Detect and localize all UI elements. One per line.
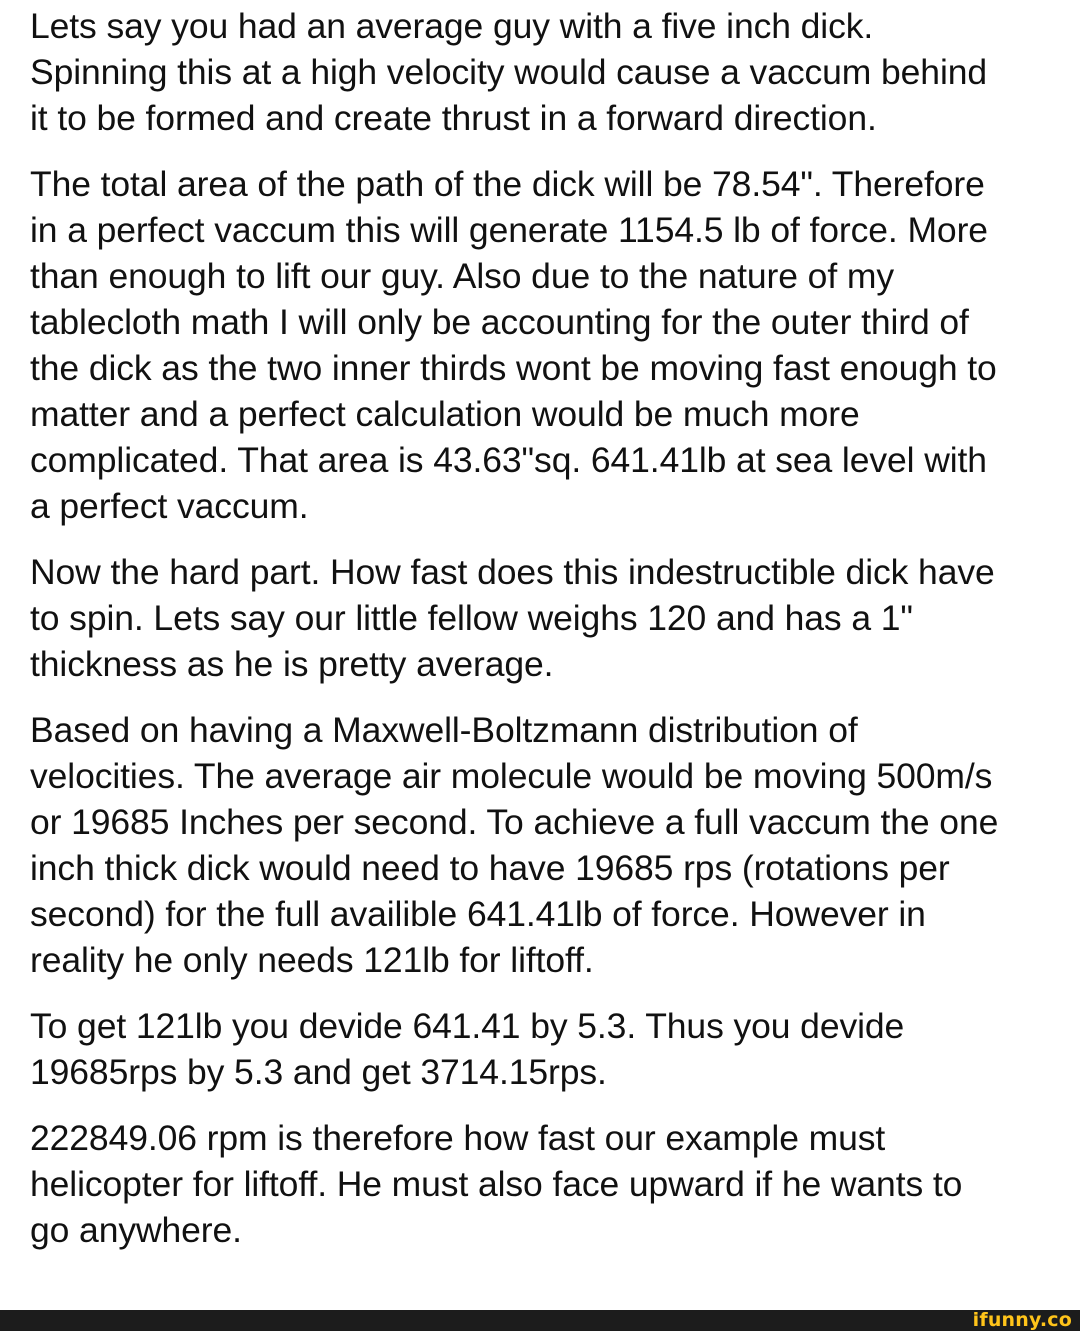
paragraph-velocity: Based on having a Maxwell-Boltzmann distribution of velocities. The average air molecule would be moving 500m/s or 19685 Inches per second. To achieve a full vaccum the one inch thick dick would need to have 19685 rps (rotations per second) for the full availible 641.41lb of force. However in reality he only needs 121lb for liftoff. [30, 710, 999, 980]
paragraph-hard-part: Now the hard part. How fast does this indestructible dick have to spin. Lets say our little fellow weighs 120 and has a 1" thickness as he is pretty average. [30, 552, 995, 684]
paragraph-intro: Lets say you had an average guy with a five inch dick. Spinning this at a high velocity would cause a vaccum behind it to be formed and create thrust in a forward direction. [30, 6, 988, 138]
footer-bar [0, 1310, 1080, 1331]
paragraph-area: The total area of the path of the dick will be 78.54". Therefore in a perfect vaccum this will generate 1154.5 lb of force. More than enough to lift our guy. Also due to the nature of my tablecloth math I will only be accounting for the outer third of the dick as the two inner thirds wont be moving fast enough to matter and a perfect calculation would be much more complicated. That area is 43.63"sq. 641.41lb at sea level with a perfect vaccum. [30, 164, 997, 526]
paragraph-conclusion: 222849.06 rpm is therefore how fast our example must helicopter for liftoff. He must also face upward if he wants to go anywhere. [30, 1118, 963, 1250]
ifunny-watermark: ifunny.co [972, 1309, 1072, 1331]
paragraph-division: To get 121lb you devide 641.41 by 5.3. Thus you devide 19685rps by 5.3 and get 3714.15rps. [30, 1006, 905, 1092]
post-text [30, 0, 1070, 1273]
